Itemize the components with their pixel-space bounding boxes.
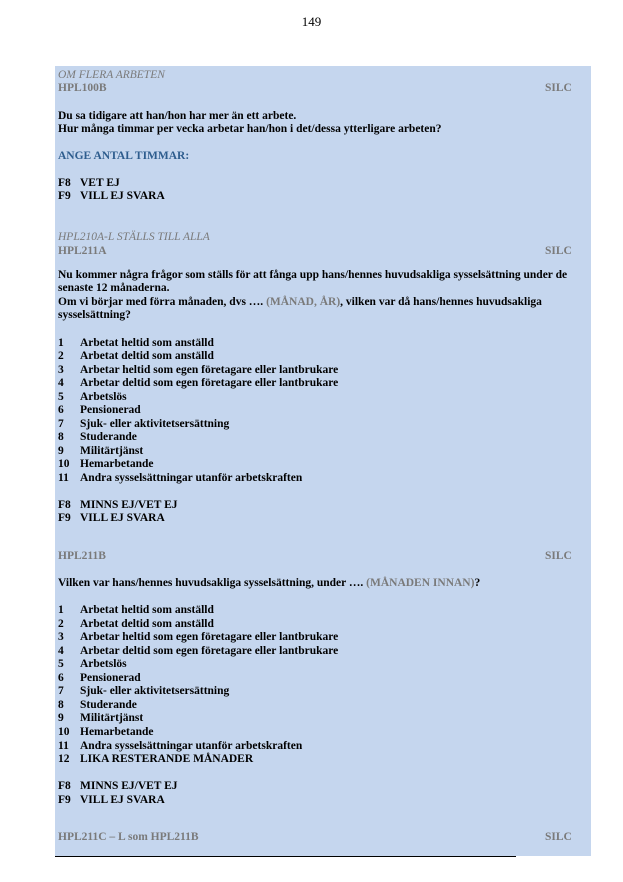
answer-number: 4	[58, 645, 64, 657]
answer-label: Arbetat heltid som anställd	[80, 604, 214, 616]
question-text: Nu kommer några frågor som ställs för att fånga upp hans/hennes huvudsakliga sysselsättning under de	[58, 269, 568, 281]
answer-label: Arbetat deltid som anställd	[80, 350, 214, 362]
answer-label: Studerande	[80, 431, 137, 443]
answer-number: 1	[58, 604, 64, 616]
answer-number: 4	[58, 377, 64, 389]
answer-label: Sjuk- eller aktivitetsersättning	[80, 418, 230, 430]
question-text: Hur många timmar per vecka arbetar han/hon i det/dessa ytterligare arbeten?	[58, 123, 442, 135]
answer-label: Studerande	[80, 699, 137, 711]
answer-number: 6	[58, 404, 64, 416]
option-code: F9	[58, 794, 71, 806]
answer-label: LIKA RESTERANDE MÅNADER	[80, 753, 254, 765]
question-text: senaste 12 månaderna.	[58, 282, 170, 294]
answer-number: 9	[58, 445, 64, 457]
option-code: F9	[58, 512, 71, 524]
answer-number: 2	[58, 350, 64, 362]
question-code: HPL100B	[58, 82, 107, 94]
answer-label: Pensionerad	[80, 672, 141, 684]
question-text: sysselsättning?	[58, 309, 131, 321]
option-label: MINNS EJ/VET EJ	[80, 499, 178, 511]
answer-number: 10	[58, 726, 70, 738]
answer-number: 3	[58, 631, 64, 643]
question-text-part: , vilken var då hans/hennes huvudsakliga	[340, 296, 542, 308]
answer-label: Hemarbetande	[80, 726, 154, 738]
answer-number: 11	[58, 472, 69, 484]
question-code: HPL211C – L som HPL211B	[58, 831, 199, 843]
option-code: F8	[58, 499, 71, 511]
source-tag: SILC	[545, 831, 572, 843]
answer-number: 8	[58, 699, 64, 711]
option-code: F8	[58, 780, 71, 792]
answer-label: Andra sysselsättningar utanför arbetskraften	[80, 740, 303, 752]
answer-label: Arbetslös	[80, 658, 127, 670]
page-number: 149	[301, 14, 322, 29]
question-text	[58, 577, 480, 590]
placeholder-month: (MÅNAD, ÅR)	[266, 296, 341, 308]
answer-label: Arbetar deltid som egen företagare eller lantbrukare	[80, 377, 339, 389]
option-label: VILL EJ SVARA	[80, 794, 165, 806]
answer-number: 9	[58, 712, 64, 724]
source-tag: SILC	[545, 245, 572, 257]
section-heading: OM FLERA ARBETEN	[58, 69, 165, 81]
answer-number: 7	[58, 418, 64, 430]
answer-number: 8	[58, 431, 64, 443]
answer-number: 3	[58, 364, 64, 376]
answer-number: 10	[58, 458, 70, 470]
question-code: HPL211A	[58, 245, 107, 257]
answer-label: Arbetslös	[80, 391, 127, 403]
option-label: VET EJ	[80, 177, 120, 189]
answer-label: Arbetar heltid som egen företagare eller lantbrukare	[80, 364, 339, 376]
question-code: HPL211B	[58, 550, 106, 562]
source-tag: SILC	[545, 82, 572, 94]
option-label: VILL EJ SVARA	[80, 512, 165, 524]
option-label: MINNS EJ/VET EJ	[80, 780, 178, 792]
question-text: Du sa tidigare att han/hon har mer än ett arbete.	[58, 110, 297, 122]
option-code: F9	[58, 190, 71, 202]
section-heading: HPL210A-L STÄLLS TILL ALLA	[58, 231, 210, 243]
answer-number: 7	[58, 685, 64, 697]
source-tag: SILC	[545, 550, 572, 562]
question-text	[58, 296, 542, 309]
placeholder-month: (MÅNADEN INNAN)	[366, 577, 475, 589]
answer-number: 6	[58, 672, 64, 684]
answer-label: Arbetar deltid som egen företagare eller lantbrukare	[80, 645, 339, 657]
question-text-part: Vilken var hans/hennes huvudsakliga sysselsättning, under ….	[58, 577, 367, 589]
bottom-rule	[55, 856, 516, 857]
answer-number: 2	[58, 618, 64, 630]
answer-number: 5	[58, 391, 64, 403]
answer-number: 12	[58, 753, 70, 765]
answer-label: Militärtjänst	[80, 712, 144, 724]
answer-label: Arbetar heltid som egen företagare eller lantbrukare	[80, 631, 339, 643]
answer-label: Andra sysselsättningar utanför arbetskraften	[80, 472, 303, 484]
question-text-part: Om vi börjar med förra månaden, dvs ….	[58, 296, 267, 308]
answer-label: Pensionerad	[80, 404, 141, 416]
answer-label: Hemarbetande	[80, 458, 154, 470]
answer-label: Militärtjänst	[80, 445, 144, 457]
answer-number: 11	[58, 740, 69, 752]
interviewer-instruction: ANGE ANTAL TIMMAR:	[58, 150, 190, 162]
answer-label: Arbetat heltid som anställd	[80, 337, 214, 349]
answer-number: 5	[58, 658, 64, 670]
answer-number: 1	[58, 337, 64, 349]
question-text-part: ?	[474, 577, 481, 589]
option-code: F8	[58, 177, 71, 189]
option-label: VILL EJ SVARA	[80, 190, 165, 202]
answer-label: Arbetat deltid som anställd	[80, 618, 214, 630]
answer-label: Sjuk- eller aktivitetsersättning	[80, 685, 230, 697]
